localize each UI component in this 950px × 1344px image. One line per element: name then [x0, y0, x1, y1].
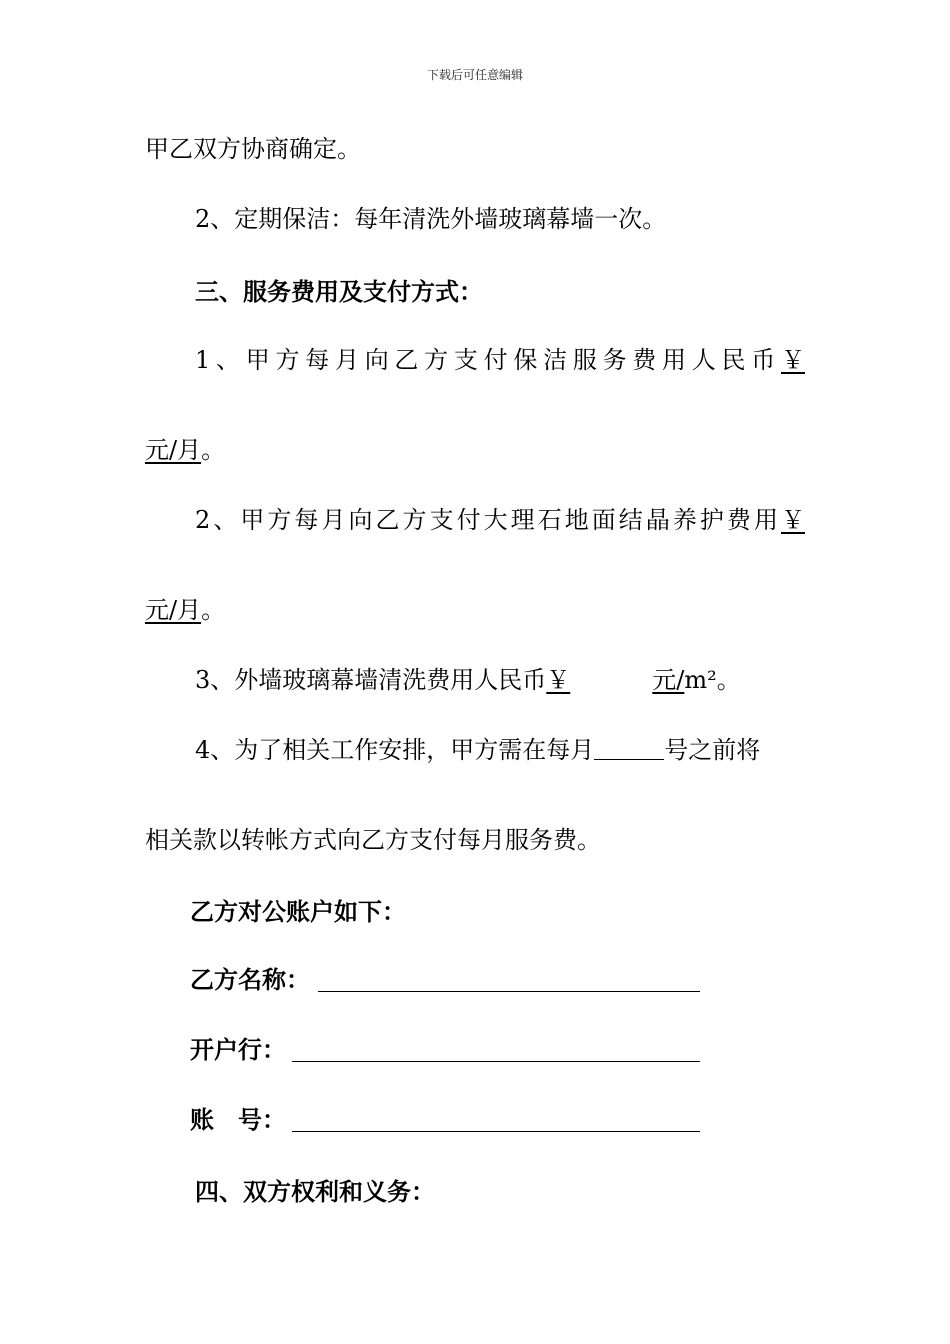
fee2-char: 护: [699, 506, 724, 534]
fee1-char: 向: [364, 346, 389, 374]
fee4-suffix: 号之前将: [664, 736, 761, 764]
fee1-char: 人: [691, 346, 716, 374]
fee1-char: 务: [602, 346, 627, 374]
fee2-line: [195, 508, 805, 532]
text-line-cleaning: 2、定期保洁：每年清洗外墙玻璃幕墙一次。: [195, 205, 667, 233]
fee2-char: 每: [294, 506, 319, 534]
fee1-unit-line: [145, 438, 225, 462]
fee1-char: 币: [751, 346, 776, 374]
fee2-char: 用: [753, 506, 778, 534]
account-number-field[interactable]: [292, 1131, 700, 1132]
fee1-period: 。: [201, 436, 226, 464]
fee1-line: [195, 348, 805, 372]
fee1-unit: 元/月: [145, 436, 202, 464]
fee1-char: 、: [216, 346, 241, 374]
fee1-char: 用: [662, 346, 687, 374]
fee3-text: 3、外墙玻璃幕墙清洗费用人民币: [195, 666, 547, 694]
fee2-char: 晶: [645, 506, 670, 534]
account-number-label: 账 号：: [190, 1106, 286, 1134]
fee2-char: 月: [321, 506, 346, 534]
fee2-char: 支: [429, 506, 454, 534]
fee1-char: 洁: [543, 346, 568, 374]
fee2-char: 面: [591, 506, 616, 534]
fee2-char: 大: [483, 506, 508, 534]
fee1-char: 甲: [245, 346, 270, 374]
fee3-unit: 元/: [652, 666, 685, 694]
fee2-unit: 元/月: [145, 596, 202, 624]
fee1-char: 支: [453, 346, 478, 374]
section-heading-rights: 四、双方权利和义务：: [195, 1178, 435, 1206]
fee2-char: 方: [402, 506, 427, 534]
fee2-char: 向: [348, 506, 373, 534]
fee1-char: 每: [305, 346, 330, 374]
fee1-char: 乙: [394, 346, 419, 374]
fee1-char: 费: [632, 346, 657, 374]
fee4-day-field[interactable]: [594, 739, 664, 760]
fee3-line: [195, 668, 741, 692]
fee2-unit-line: [145, 598, 225, 622]
fee1-char: 1: [195, 346, 211, 374]
fee2-char: 甲: [240, 506, 265, 534]
fee2-period: 。: [201, 596, 226, 624]
fee2-char: 养: [672, 506, 697, 534]
fee4-continuation: 相关款以转帐方式向乙方支付每月服务费。: [145, 826, 601, 854]
fee1-yen-field[interactable]: ￥: [780, 346, 805, 374]
fee1-char: 服: [572, 346, 597, 374]
bank-label: 开户行：: [190, 1036, 286, 1064]
fee1-char: 方: [424, 346, 449, 374]
fee2-char: 、: [213, 506, 238, 534]
fee3-amount-field[interactable]: [546, 666, 684, 694]
page-header: 下载后可任意编辑: [426, 68, 523, 82]
payee-name-label: 乙方名称：: [190, 966, 310, 994]
fee2-char: 结: [618, 506, 643, 534]
fee2-char: 方: [267, 506, 292, 534]
fee1-char: 方: [275, 346, 300, 374]
fee1-char: 保: [513, 346, 538, 374]
fee2-char: 乙: [375, 506, 400, 534]
bank-field[interactable]: [292, 1061, 700, 1062]
payee-name-field[interactable]: [318, 991, 700, 992]
fee2-yen-field[interactable]: ￥: [780, 506, 805, 534]
fee4-prefix: 4、为了相关工作安排，甲方需在每月: [195, 736, 595, 764]
text-line-agreement: 甲乙双方协商确定。: [145, 135, 361, 163]
fee2-char: 理: [510, 506, 535, 534]
fee4-line: [195, 738, 760, 762]
fee1-char: 月: [334, 346, 359, 374]
fee2-char: 付: [456, 506, 481, 534]
fee2-char: 地: [564, 506, 589, 534]
fee2-char: 石: [537, 506, 562, 534]
fee3-suffix: m²。: [684, 666, 741, 694]
account-title: 乙方对公账户如下：: [190, 898, 406, 926]
fee3-yen: ￥: [546, 666, 571, 694]
fee1-char: 付: [483, 346, 508, 374]
fee1-char: 民: [721, 346, 746, 374]
fee2-char: 费: [726, 506, 751, 534]
section-heading-fees: 三、服务费用及支付方式：: [195, 278, 483, 306]
fee2-char: 2: [195, 506, 211, 534]
